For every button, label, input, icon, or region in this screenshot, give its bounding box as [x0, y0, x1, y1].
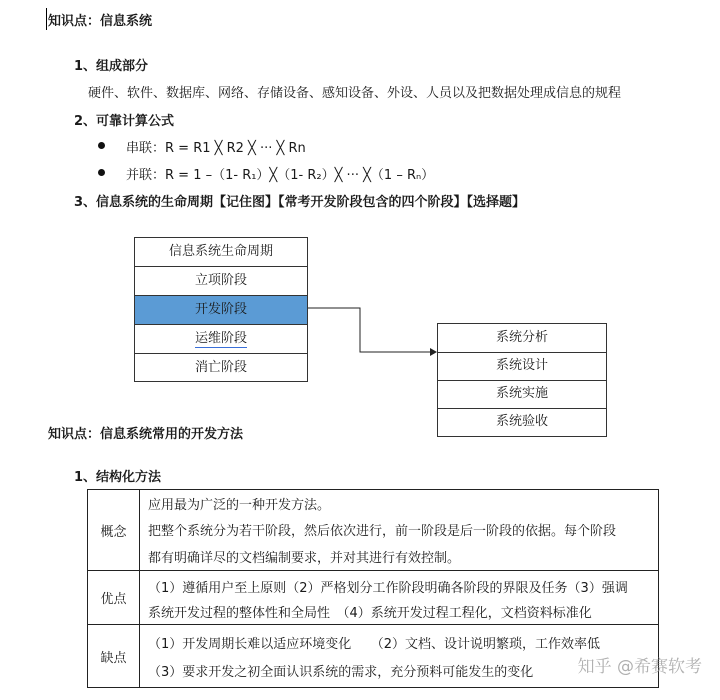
dev-phase-design: 系统设计: [438, 352, 606, 381]
structured-method-table: [87, 489, 659, 688]
concept-content: [140, 490, 658, 570]
pros-line: 系统开发过程的整体性和全局性 （4）系统开发过程工程化，文档资料标准化: [148, 606, 592, 621]
dev-phase-acceptance: 系统验收: [495, 414, 548, 429]
lifecycle-stage-development: 开发阶段: [135, 296, 307, 325]
lifecycle-stage-operation-label: 运维阶段: [194, 331, 247, 346]
item-structured-method-title: 1、结构化方法: [74, 470, 162, 485]
pros-content: [140, 571, 658, 624]
item-components-title: 1、组成部分: [74, 59, 149, 74]
cons-line: （1）开发周期长难以适应环境变化 （2）文档、设计说明繁琐，工作效率低: [148, 637, 601, 652]
dev-phase-analysis: 系统分析: [438, 324, 606, 353]
parallel-formula: 并联：R = 1 –（1- R₁）╳（1- R₂）╳ ··· ╳（1 – Rₙ）: [126, 168, 435, 183]
lifecycle-stage-initiation: 立项阶段: [135, 267, 307, 296]
concept-label: 概念: [88, 490, 140, 570]
development-phase-box: [437, 323, 607, 437]
item-reliability-title: 2、可靠计算公式: [74, 114, 175, 129]
cons-line: （3）要求开发之初全面认识系统的需求，充分预料可能发生的变化: [148, 665, 534, 680]
concept-line: 应用最为广泛的一种开发方法。: [148, 498, 331, 513]
pros-line: （1）遵循用户至上原则（2）严格划分工作阶段明确各阶段的界限及任务（3）强调: [148, 581, 628, 596]
item-components-text: 硬件、软件、数据库、网络、存储设备、感知设备、外设、人员以及把数据处理成信息的规程: [88, 86, 622, 101]
lifecycle-stage-retirement: 消亡阶段: [194, 360, 247, 375]
concept-line: 把整个系统分为若干阶段，然后依次进行，前一阶段是后一阶段的依据。每个阶段: [148, 524, 617, 539]
concept-line: 都有明确详尽的文档编制要求，并对其进行有效控制。: [148, 551, 461, 566]
lifecycle-stage-header: 信息系统生命周期: [135, 238, 307, 267]
section-title-info-system: 知识点：信息系统: [48, 14, 153, 29]
item-lifecycle-title: 3、信息系统的生命周期【记住图】【常考开发阶段包含的四个阶段】【选择题】: [74, 195, 526, 210]
section-title-dev-methods: 知识点：信息系统常用的开发方法: [48, 427, 244, 442]
zhihu-watermark: 知乎 @希赛软考: [577, 657, 702, 677]
pros-label: 优点: [88, 571, 140, 624]
cons-label: 缺点: [88, 625, 140, 687]
dev-phase-implementation: 系统实施: [438, 380, 606, 409]
serial-formula: 串联：R = R1 ╳ R2 ╳ ··· ╳ Rn: [126, 141, 306, 156]
